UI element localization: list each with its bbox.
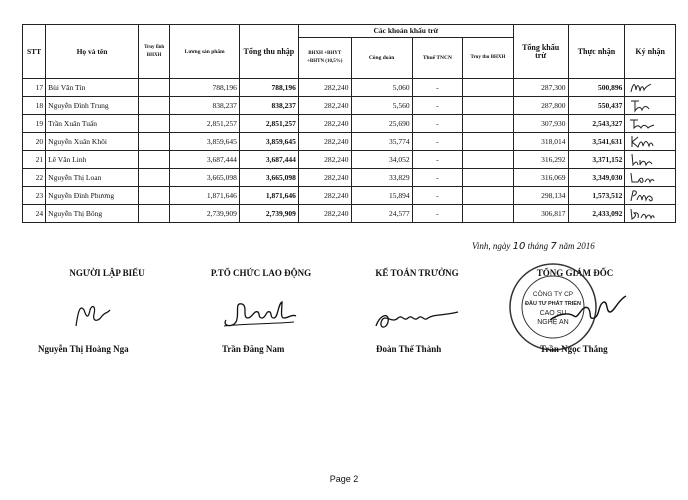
row-thue: - — [412, 115, 463, 133]
row-bhxh: 282,240 — [298, 187, 351, 205]
row-tong-khau-tru: 287,800 — [513, 97, 568, 115]
stamp-line2: ĐẦU TƯ PHÁT TRIỂN — [525, 301, 581, 307]
row-luong: 3,859,645 — [170, 133, 240, 151]
row-cong-doan: 5,060 — [351, 79, 412, 97]
header-ky-nhan: Ký nhận — [625, 25, 676, 79]
row-tong-thu-nhap: 1,871,646 — [239, 187, 298, 205]
row-stt: 17 — [23, 79, 46, 97]
row-signature — [625, 151, 676, 169]
labor-title: P.TỔ CHỨC LAO ĐỘNG — [210, 268, 312, 278]
row-bhxh: 282,240 — [298, 133, 351, 151]
row-thue: - — [412, 79, 463, 97]
header-luong-san-pham: Lương sản phẩm — [170, 25, 240, 79]
row-tong-thu-nhap: 788,196 — [239, 79, 298, 97]
row-thuc-nhan: 2,433,092 — [568, 205, 625, 223]
row-name: Nguyễn Đình Trung — [46, 97, 139, 115]
stamp-line4: NGHỆ AN — [537, 319, 569, 326]
row-signature — [625, 115, 676, 133]
handwritten-signature-icon — [629, 188, 655, 203]
row-luong: 3,687,444 — [170, 151, 240, 169]
handwritten-signature-icon — [629, 170, 655, 185]
date-place: Vinh, ngày — [472, 241, 511, 251]
row-luong: 2,851,257 — [170, 115, 240, 133]
row-thue: - — [412, 187, 463, 205]
row-luong: 1,871,646 — [170, 187, 240, 205]
row-tong-khau-tru: 318,014 — [513, 133, 568, 151]
row-thuc-nhan: 3,541,631 — [568, 133, 625, 151]
table-row — [23, 133, 676, 151]
accountant-title: KẾ TOÁN TRƯỞNG — [375, 268, 459, 278]
row-signature — [625, 169, 676, 187]
signature-labor — [196, 268, 326, 278]
row-truy-linh — [138, 169, 170, 187]
preparer-title: NGƯỜI LẬP BIỂU — [69, 268, 145, 278]
row-stt: 18 — [23, 97, 46, 115]
handwritten-signature-icon — [629, 206, 655, 221]
header-tong-thu-nhap: Tổng thu nhập — [239, 25, 298, 79]
row-bhxh: 282,240 — [298, 169, 351, 187]
row-thue: - — [412, 97, 463, 115]
page-number: Page 2 — [329, 474, 359, 484]
handwritten-signature-icon — [629, 98, 655, 113]
row-truy-thu — [463, 115, 514, 133]
date-year: năm 2016 — [558, 241, 595, 251]
row-truy-linh — [138, 97, 170, 115]
row-cong-doan: 5,560 — [351, 97, 412, 115]
handwritten-signature-icon — [629, 116, 655, 131]
table-row — [23, 205, 676, 223]
row-tong-thu-nhap: 3,859,645 — [239, 133, 298, 151]
row-truy-linh — [138, 151, 170, 169]
row-signature — [625, 133, 676, 151]
handwritten-signature-icon — [629, 134, 655, 149]
row-signature — [625, 187, 676, 205]
row-luong: 2,739,909 — [170, 205, 240, 223]
row-luong: 3,665,098 — [170, 169, 240, 187]
row-name: Trần Xuân Tuấn — [46, 115, 139, 133]
row-tong-khau-tru: 307,930 — [513, 115, 568, 133]
director-name: Trần Ngọc Thắng — [540, 344, 608, 354]
date-month: 7 — [550, 241, 557, 252]
row-stt: 23 — [23, 187, 46, 205]
row-tong-khau-tru: 298,134 — [513, 187, 568, 205]
handwritten-signature-icon — [629, 152, 655, 167]
table-row — [23, 151, 676, 169]
row-tong-khau-tru: 306,817 — [513, 205, 568, 223]
signature-preparer — [52, 268, 162, 278]
header-bhxh: BHXH +BHYT +BHTN (10,5%) — [298, 38, 351, 79]
row-thue: - — [412, 169, 463, 187]
row-thuc-nhan: 1,573,512 — [568, 187, 625, 205]
row-stt: 19 — [23, 115, 46, 133]
row-bhxh: 282,240 — [298, 205, 351, 223]
row-luong: 838,237 — [170, 97, 240, 115]
row-cong-doan: 15,894 — [351, 187, 412, 205]
row-bhxh: 282,240 — [298, 79, 351, 97]
row-truy-thu — [463, 169, 514, 187]
row-truy-thu — [463, 187, 514, 205]
table-row — [23, 187, 676, 205]
date-day: 10 — [512, 241, 526, 252]
payroll-table — [22, 24, 676, 223]
director-signature-icon — [548, 290, 628, 330]
row-thuc-nhan: 2,543,327 — [568, 115, 625, 133]
row-signature — [625, 79, 676, 97]
row-signature — [625, 97, 676, 115]
header-thuc-nhan: Thực nhận — [568, 25, 625, 79]
row-bhxh: 282,240 — [298, 97, 351, 115]
table-row — [23, 79, 676, 97]
row-truy-thu — [463, 151, 514, 169]
table-row — [23, 169, 676, 187]
row-cong-doan: 25,690 — [351, 115, 412, 133]
row-thue: - — [412, 151, 463, 169]
header-name: Họ và tên — [46, 25, 139, 79]
labor-name: Trần Đăng Nam — [222, 344, 285, 354]
labor-signature-icon — [220, 296, 300, 332]
row-thuc-nhan: 3,349,030 — [568, 169, 625, 187]
row-tong-thu-nhap: 838,237 — [239, 97, 298, 115]
row-thue: - — [412, 205, 463, 223]
row-name: Nguyễn Thị Loan — [46, 169, 139, 187]
row-name: Lê Văn Linh — [46, 151, 139, 169]
row-name: Nguyễn Thị Bông — [46, 205, 139, 223]
director-title: TỔNG GIÁM ĐỐC — [536, 268, 614, 278]
row-stt: 24 — [23, 205, 46, 223]
header-truy-thu: Truy thu BHXH — [463, 38, 514, 79]
row-truy-thu — [463, 133, 514, 151]
row-truy-linh — [138, 187, 170, 205]
row-truy-linh — [138, 79, 170, 97]
row-thuc-nhan: 3,371,152 — [568, 151, 625, 169]
row-bhxh: 282,240 — [298, 115, 351, 133]
handwritten-signature-icon — [629, 80, 655, 95]
row-tong-khau-tru: 287,300 — [513, 79, 568, 97]
row-truy-thu — [463, 79, 514, 97]
row-truy-thu — [463, 205, 514, 223]
row-truy-linh — [138, 205, 170, 223]
row-tong-thu-nhap: 2,739,909 — [239, 205, 298, 223]
header-thue: Thuế TNCN — [412, 38, 463, 79]
stamp-line1: CÔNG TY CP — [532, 291, 574, 298]
row-cong-doan: 33,829 — [351, 169, 412, 187]
row-luong: 788,196 — [170, 79, 240, 97]
header-cong-doan: Công đoàn — [351, 38, 412, 79]
row-truy-thu — [463, 97, 514, 115]
row-truy-linh — [138, 115, 170, 133]
row-stt: 21 — [23, 151, 46, 169]
stamp-line3: CAO SU — [539, 310, 567, 317]
row-name: Nguyễn Xuân Khôi — [46, 133, 139, 151]
header-stt: STT — [23, 25, 46, 79]
row-cong-doan: 34,052 — [351, 151, 412, 169]
row-tong-khau-tru: 316,292 — [513, 151, 568, 169]
date-month-label: tháng — [527, 241, 549, 251]
table-row — [23, 97, 676, 115]
header-deductions-group: Các khoản khấu trừ — [298, 25, 513, 38]
row-bhxh: 282,240 — [298, 151, 351, 169]
row-tong-khau-tru: 316,069 — [513, 169, 568, 187]
row-stt: 22 — [23, 169, 46, 187]
row-tong-thu-nhap: 2,851,257 — [239, 115, 298, 133]
row-thue: - — [412, 133, 463, 151]
row-name: Bùi Văn Tín — [46, 79, 139, 97]
preparer-name: Nguyễn Thị Hoàng Nga — [38, 344, 129, 354]
accountant-signature-icon — [372, 304, 462, 334]
row-tong-thu-nhap: 3,665,098 — [239, 169, 298, 187]
row-stt: 20 — [23, 133, 46, 151]
header-tong-khau-tru: Tổng khấu trừ — [513, 25, 568, 79]
row-tong-thu-nhap: 3,687,444 — [239, 151, 298, 169]
signature-accountant — [362, 268, 472, 278]
accountant-name: Đoàn Thế Thành — [376, 344, 442, 354]
row-thuc-nhan: 550,437 — [568, 97, 625, 115]
date-line — [472, 241, 595, 252]
header-truy-linh: Truy lĩnh BHXH — [138, 25, 170, 79]
table-row — [23, 115, 676, 133]
row-cong-doan: 24,577 — [351, 205, 412, 223]
row-cong-doan: 35,774 — [351, 133, 412, 151]
row-truy-linh — [138, 133, 170, 151]
row-signature — [625, 205, 676, 223]
preparer-signature-icon — [72, 300, 112, 330]
row-thuc-nhan: 500,896 — [568, 79, 625, 97]
row-name: Nguyễn Đình Phương — [46, 187, 139, 205]
